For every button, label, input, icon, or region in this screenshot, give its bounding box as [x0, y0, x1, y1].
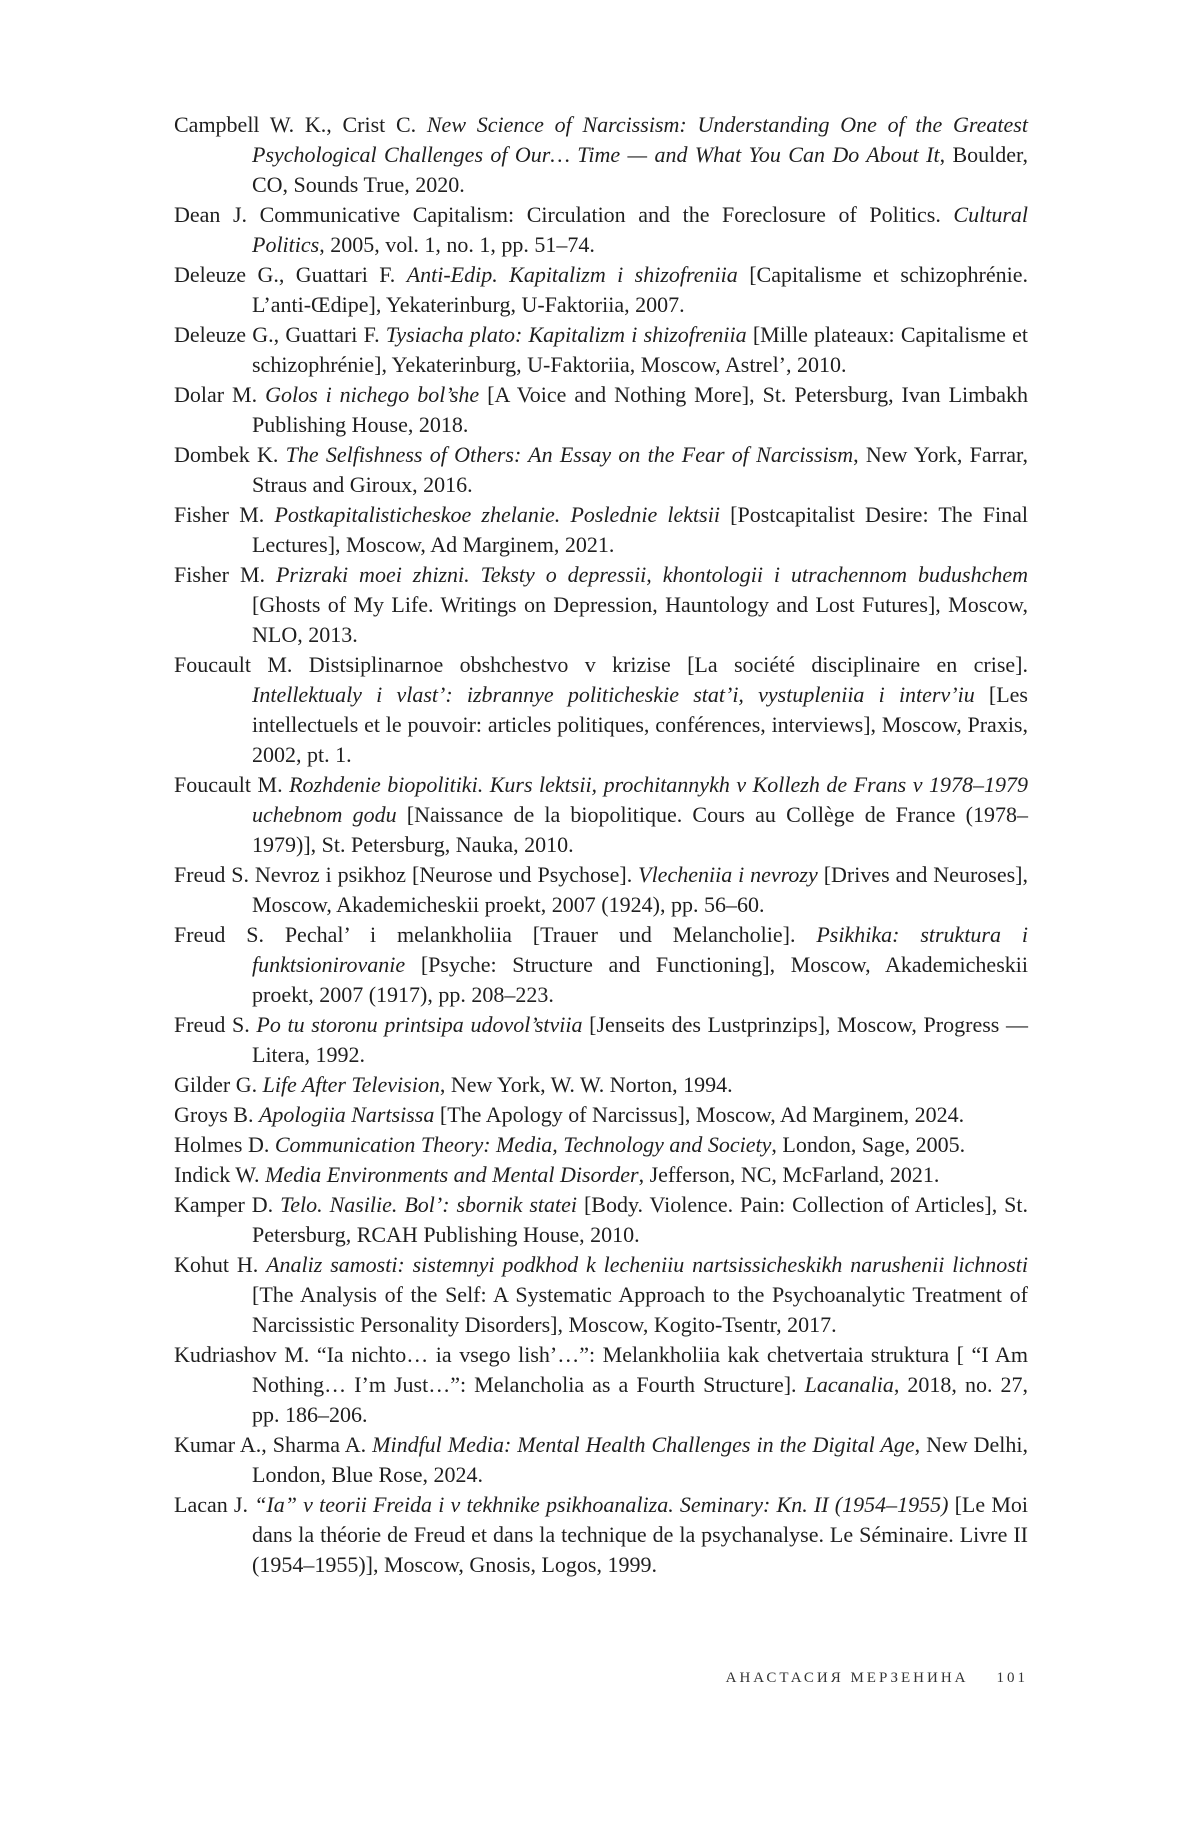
reference-entry: [174, 920, 1028, 1010]
reference-entry: [174, 500, 1028, 560]
reference-authors: Lacan J.: [174, 1492, 255, 1517]
reference-authors: Holmes D.: [174, 1132, 275, 1157]
reference-details: [Le Moi dans la théorie de Freud et dans la technique de la psychanalyse. Le Séminaire. Livre II (1954–1955)], Moscow, Gnosis, Logos, 1999.: [252, 1492, 1028, 1577]
reference-title: Life After Television: [262, 1072, 440, 1097]
reference-entry: [174, 440, 1028, 500]
reference-details: , New Delhi, London, Blue Rose, 2024.: [252, 1432, 1028, 1487]
reference-details: , London, Sage, 2005.: [771, 1132, 966, 1157]
reference-title: Analiz samosti: sistemnyi podkhod k lecheniiu nartsissicheskikh narushenii lichnosti: [266, 1252, 1028, 1277]
reference-entry: [174, 1190, 1028, 1250]
reference-details: , 2005, vol. 1, no. 1, pp. 51–74.: [319, 232, 595, 257]
reference-details: [Naissance de la biopolitique. Cours au Collège de France (1978–1979)], St. Petersburg, Nauka, 2010.: [252, 802, 1028, 857]
reference-list: [174, 110, 1028, 1580]
reference-details: [Capitalisme et schizophrénie. L’anti-Œdipe], Yekaterinburg, U-Faktoriia, 2007.: [252, 262, 1028, 317]
running-footer: [726, 1670, 1028, 1687]
reference-title: New Science of Narcissism: Understanding One of the Greatest Psychological Challenges of Our… Time — and What You Can Do About It: [252, 112, 1028, 167]
reference-title: “Ia” v teorii Freida i v tekhnike psikhoanaliza. Seminary: Kn. II (1954–1955): [254, 1492, 949, 1517]
reference-entry: [174, 320, 1028, 380]
reference-authors: Indick W.: [174, 1162, 266, 1187]
reference-details: [The Analysis of the Self: A Systematic Approach to the Psychoanalytic Treatment of Narcissistic Personality Disorders], Moscow, Kogito-Tsentr, 2017.: [252, 1282, 1028, 1337]
page-number: 101: [996, 1670, 1028, 1686]
reference-title: The Selfishness of Others: An Essay on the Fear of Narcissism: [285, 442, 854, 467]
reference-details: [Les intellectuels et le pouvoir: articles politiques, conférences, interviews], Moscow, Praxis, 2002, pt. 1.: [252, 682, 1028, 767]
reference-title: Vlecheniia i nevrozy: [638, 862, 818, 887]
reference-authors: Kohut H.: [174, 1252, 267, 1277]
reference-details: , 2018, no. 27, pp. 186–206.: [252, 1372, 1029, 1427]
reference-authors: Deleuze G., Guattari F.: [174, 262, 407, 287]
reference-entry: [174, 1490, 1028, 1580]
reference-authors: Freud S. Nevroz i psikhoz [Neurose und Psychose].: [174, 862, 639, 887]
reference-authors: Foucault M. Distsiplinarnoe obshchestvo v krizise [La société disciplinaire en crise].: [174, 652, 1028, 677]
reference-entry: [174, 1010, 1028, 1070]
reference-title: Psikhika: struktura i funktsionirovanie: [252, 922, 1028, 977]
reference-entry: [174, 380, 1028, 440]
reference-details: [Body. Violence. Pain: Collection of Articles], St. Petersburg, RCAH Publishing House, 2010.: [252, 1192, 1028, 1247]
reference-title: Media Environments and Mental Disorder: [265, 1162, 639, 1187]
reference-entry: [174, 560, 1028, 650]
reference-entry: [174, 770, 1028, 860]
reference-authors: Fisher M.: [174, 502, 275, 527]
reference-title: Apologiia Nartsissa: [258, 1102, 435, 1127]
reference-title: Lacanalia: [804, 1372, 894, 1397]
reference-entry: [174, 200, 1028, 260]
reference-title: Prizraki moei zhizni. Teksty o depressii, khontologii i utrachennom budushchem: [275, 562, 1029, 587]
reference-entry: [174, 260, 1028, 320]
reference-details: [Postcapitalist Desire: The Final Lectures], Moscow, Ad Marginem, 2021.: [252, 502, 1028, 557]
reference-title: Tysiacha plato: Kapitalizm i shizofreniia: [385, 322, 747, 347]
reference-details: [Drives and Neuroses], Moscow, Akademicheskii proekt, 2007 (1924), pp. 56–60.: [252, 862, 1028, 917]
reference-details: , Jefferson, NC, McFarland, 2021.: [638, 1162, 940, 1187]
reference-title: Intellektualy i vlast’: izbrannye politicheskie stat’i, vystupleniia i interv’iu: [252, 682, 975, 707]
reference-details: , New York, W. W. Norton, 1994.: [439, 1072, 733, 1097]
reference-entry: [174, 650, 1028, 770]
reference-authors: Freud S. Pechal’ i melankholiia [Trauer und Melancholie].: [174, 922, 817, 947]
reference-authors: Gilder G.: [174, 1072, 263, 1097]
reference-authors: Freud S.: [174, 1012, 257, 1037]
reference-authors: Dombek K.: [174, 442, 286, 467]
reference-entry: [174, 1160, 1028, 1190]
reference-entry: [174, 1340, 1028, 1430]
reference-authors: Deleuze G., Guattari F.: [174, 322, 386, 347]
reference-details: [Jenseits des Lustprinzips], Moscow, Progress — Litera, 1992.: [252, 1012, 1028, 1067]
reference-details: , Boulder, CO, Sounds True, 2020.: [252, 142, 1028, 197]
reference-authors: Foucault M.: [174, 772, 290, 797]
running-head-author: АНАСТАСИЯ МЕРЗЕНИНА: [725, 1670, 969, 1686]
reference-details: [Ghosts of My Life. Writings on Depression, Hauntology and Lost Futures], Moscow, NLO, 2013.: [252, 592, 1028, 647]
reference-entry: [174, 110, 1028, 200]
reference-authors: Campbell W. K., Crist C.: [174, 112, 427, 137]
reference-entry: [174, 1430, 1028, 1490]
reference-entry: [174, 860, 1028, 920]
reference-title: Postkapitalisticheskoe zhelanie. Poslednie lektsii: [274, 502, 720, 527]
reference-title: Cultural Politics: [252, 202, 1028, 257]
reference-title: Communication Theory: Media, Technology and Society: [274, 1132, 772, 1157]
reference-authors: Groys B.: [174, 1102, 259, 1127]
reference-details: , New York, Farrar, Straus and Giroux, 2016.: [252, 442, 1028, 497]
reference-title: Anti-Edip. Kapitalizm i shizofreniia: [406, 262, 738, 287]
reference-authors: Dean J. Communicative Capitalism: Circulation and the Foreclosure of Politics.: [174, 202, 954, 227]
reference-authors: Dolar M.: [174, 382, 266, 407]
reference-authors: Kudriashov M. “Ia nichto… ia vsego lish’…”: Melankholiia kak chetvertaia struktura [ “I Am Nothing… I’m Just…”: Melancholia as a Fourth Structure].: [174, 1342, 1028, 1397]
reference-authors: Kamper D.: [174, 1192, 281, 1217]
reference-title: Rozhdenie biopolitiki. Kurs lektsii, prochitannykh v Kollezh de Frans v 1978–1979 uchebnom godu: [252, 772, 1028, 827]
reference-title: Telo. Nasilie. Bol’: sbornik statei: [280, 1192, 578, 1217]
reference-details: [Mille plateaux: Capitalisme et schizophrénie], Yekaterinburg, U-Faktoriia, Moscow, Astrel’, 2010.: [252, 322, 1029, 377]
reference-details: [The Apology of Narcissus], Moscow, Ad Marginem, 2024.: [434, 1102, 965, 1127]
reference-title: Mindful Media: Mental Health Challenges in the Digital Age: [372, 1432, 915, 1457]
reference-details: [Psyche: Structure and Functioning], Moscow, Akademicheskii proekt, 2007 (1917), pp. 208–223.: [252, 952, 1028, 1007]
reference-entry: [174, 1250, 1028, 1340]
reference-entry: [174, 1100, 1028, 1130]
reference-entry: [174, 1130, 1028, 1160]
reference-authors: Fisher M.: [174, 562, 276, 587]
reference-details: [A Voice and Nothing More], St. Petersburg, Ivan Limbakh Publishing House, 2018.: [252, 382, 1029, 437]
reference-entry: [174, 1070, 1028, 1100]
reference-title: Golos i nichego bol’she: [265, 382, 480, 407]
reference-title: Po tu storonu printsipa udovol’stviia: [256, 1012, 583, 1037]
reference-authors: Kumar A., Sharma A.: [174, 1432, 373, 1457]
